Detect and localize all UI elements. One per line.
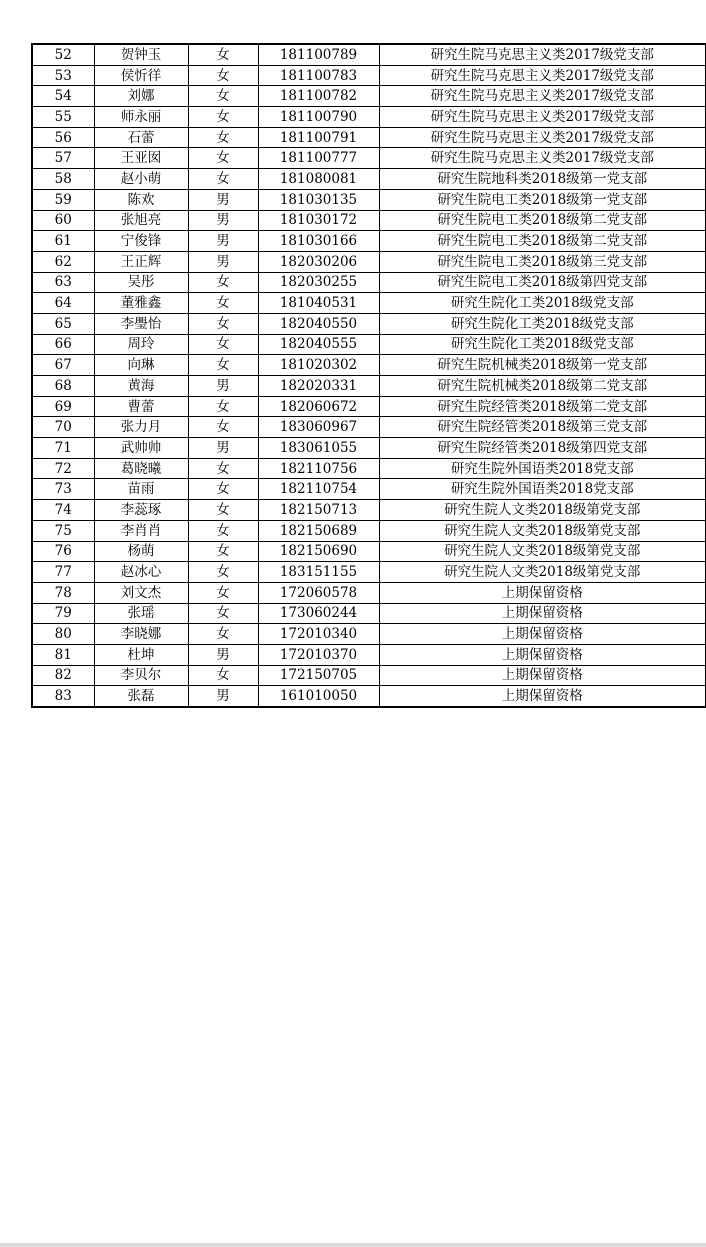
table-row	[32, 231, 706, 252]
student-id-cell: 183060967	[258, 417, 379, 438]
student-id-cell: 182030255	[258, 272, 379, 293]
row-number-cell: 59	[32, 189, 94, 210]
row-number-cell: 74	[32, 500, 94, 521]
table-row	[32, 417, 706, 438]
name-cell: 董雅鑫	[94, 293, 188, 314]
row-number-cell: 62	[32, 251, 94, 272]
student-id-cell: 182030206	[258, 251, 379, 272]
table-row	[32, 541, 706, 562]
gender-cell: 男	[188, 231, 258, 252]
table-row	[32, 644, 706, 665]
party-branch-cell: 研究生院化工类2018级党支部	[379, 313, 706, 334]
student-id-cell: 182110756	[258, 458, 379, 479]
party-branch-cell: 研究生院化工类2018级党支部	[379, 293, 706, 314]
gender-cell: 女	[188, 86, 258, 107]
student-id-cell: 172060578	[258, 582, 379, 603]
name-cell: 曹蕾	[94, 396, 188, 417]
party-branch-cell: 上期保留资格	[379, 582, 706, 603]
member-table	[31, 43, 706, 708]
name-cell: 宁俊锋	[94, 231, 188, 252]
name-cell: 周玲	[94, 334, 188, 355]
student-id-cell: 181100791	[258, 127, 379, 148]
name-cell: 贺钟玉	[94, 44, 188, 65]
gender-cell: 女	[188, 479, 258, 500]
gender-cell: 女	[188, 603, 258, 624]
table-row	[32, 458, 706, 479]
name-cell: 李璺怡	[94, 313, 188, 334]
gender-cell: 女	[188, 396, 258, 417]
gender-cell: 男	[188, 438, 258, 459]
row-number-cell: 57	[32, 148, 94, 169]
row-number-cell: 53	[32, 65, 94, 86]
party-branch-cell: 研究生院经管类2018级第二党支部	[379, 396, 706, 417]
name-cell: 杨萌	[94, 541, 188, 562]
gender-cell: 女	[188, 148, 258, 169]
student-id-cell: 173060244	[258, 603, 379, 624]
gender-cell: 女	[188, 44, 258, 65]
name-cell: 葛晓曦	[94, 458, 188, 479]
student-id-cell: 183061055	[258, 438, 379, 459]
gender-cell: 女	[188, 127, 258, 148]
table-row	[32, 313, 706, 334]
table-row	[32, 500, 706, 521]
table-row	[32, 438, 706, 459]
party-branch-cell: 研究生院人文类2018级第党支部	[379, 541, 706, 562]
row-number-cell: 80	[32, 624, 94, 645]
party-branch-cell: 研究生院地科类2018级第一党支部	[379, 169, 706, 190]
row-number-cell: 68	[32, 376, 94, 397]
student-id-cell: 182110754	[258, 479, 379, 500]
gender-cell: 女	[188, 624, 258, 645]
name-cell: 李蕊琢	[94, 500, 188, 521]
table-row	[32, 376, 706, 397]
name-cell: 张旭亮	[94, 210, 188, 231]
name-cell: 王正辉	[94, 251, 188, 272]
table-row	[32, 189, 706, 210]
student-id-cell: 181030135	[258, 189, 379, 210]
party-branch-cell: 研究生院马克思主义类2017级党支部	[379, 65, 706, 86]
gender-cell: 女	[188, 293, 258, 314]
party-branch-cell: 研究生院人文类2018级第党支部	[379, 520, 706, 541]
party-branch-cell: 上期保留资格	[379, 686, 706, 707]
student-id-cell: 182020331	[258, 376, 379, 397]
gender-cell: 女	[188, 458, 258, 479]
name-cell: 师永丽	[94, 107, 188, 128]
gender-cell: 女	[188, 562, 258, 583]
student-id-cell: 181080081	[258, 169, 379, 190]
table-row	[32, 665, 706, 686]
party-branch-cell: 研究生院马克思主义类2017级党支部	[379, 127, 706, 148]
party-branch-cell: 研究生院经管类2018级第三党支部	[379, 417, 706, 438]
table-row	[32, 86, 706, 107]
table-row	[32, 624, 706, 645]
table-row	[32, 582, 706, 603]
table-row	[32, 148, 706, 169]
gender-cell: 女	[188, 541, 258, 562]
name-cell: 石蕾	[94, 127, 188, 148]
row-number-cell: 65	[32, 313, 94, 334]
party-branch-cell: 研究生院电工类2018级第三党支部	[379, 251, 706, 272]
party-branch-cell: 上期保留资格	[379, 665, 706, 686]
gender-cell: 女	[188, 169, 258, 190]
table-row	[32, 396, 706, 417]
member-table-body	[32, 44, 706, 707]
gender-cell: 女	[188, 500, 258, 521]
party-branch-cell: 研究生院外国语类2018党支部	[379, 479, 706, 500]
table-row	[32, 603, 706, 624]
gender-cell: 男	[188, 644, 258, 665]
student-id-cell: 181100789	[258, 44, 379, 65]
row-number-cell: 75	[32, 520, 94, 541]
student-id-cell: 182150713	[258, 500, 379, 521]
row-number-cell: 81	[32, 644, 94, 665]
gender-cell: 女	[188, 313, 258, 334]
party-branch-cell: 研究生院机械类2018级第一党支部	[379, 355, 706, 376]
name-cell: 刘娜	[94, 86, 188, 107]
name-cell: 张瑶	[94, 603, 188, 624]
party-branch-cell: 研究生院马克思主义类2017级党支部	[379, 148, 706, 169]
party-branch-cell: 研究生院人文类2018级第党支部	[379, 562, 706, 583]
gender-cell: 男	[188, 189, 258, 210]
student-id-cell: 181030166	[258, 231, 379, 252]
row-number-cell: 63	[32, 272, 94, 293]
row-number-cell: 58	[32, 169, 94, 190]
gender-cell: 女	[188, 582, 258, 603]
name-cell: 黄海	[94, 376, 188, 397]
name-cell: 李晓娜	[94, 624, 188, 645]
student-id-cell: 183151155	[258, 562, 379, 583]
name-cell: 侯忻徉	[94, 65, 188, 86]
table-row	[32, 479, 706, 500]
row-number-cell: 52	[32, 44, 94, 65]
row-number-cell: 82	[32, 665, 94, 686]
row-number-cell: 78	[32, 582, 94, 603]
row-number-cell: 66	[32, 334, 94, 355]
gender-cell: 男	[188, 210, 258, 231]
student-id-cell: 182040555	[258, 334, 379, 355]
student-id-cell: 182040550	[258, 313, 379, 334]
name-cell: 杜坤	[94, 644, 188, 665]
table-row	[32, 107, 706, 128]
table-row	[32, 355, 706, 376]
table-row	[32, 334, 706, 355]
gender-cell: 女	[188, 417, 258, 438]
row-number-cell: 79	[32, 603, 94, 624]
student-id-cell: 161010050	[258, 686, 379, 707]
gender-cell: 女	[188, 107, 258, 128]
student-id-cell: 172010370	[258, 644, 379, 665]
name-cell: 赵冰心	[94, 562, 188, 583]
name-cell: 李贝尔	[94, 665, 188, 686]
party-branch-cell: 研究生院化工类2018级党支部	[379, 334, 706, 355]
row-number-cell: 64	[32, 293, 94, 314]
table-row	[32, 520, 706, 541]
table-row	[32, 293, 706, 314]
student-id-cell: 172150705	[258, 665, 379, 686]
row-number-cell: 76	[32, 541, 94, 562]
row-number-cell: 56	[32, 127, 94, 148]
name-cell: 武帅帅	[94, 438, 188, 459]
gender-cell: 男	[188, 251, 258, 272]
student-id-cell: 181030172	[258, 210, 379, 231]
student-id-cell: 182150690	[258, 541, 379, 562]
row-number-cell: 70	[32, 417, 94, 438]
table-row	[32, 686, 706, 707]
party-branch-cell: 研究生院电工类2018级第一党支部	[379, 189, 706, 210]
name-cell: 吴彤	[94, 272, 188, 293]
name-cell: 王亚囡	[94, 148, 188, 169]
student-id-cell: 182150689	[258, 520, 379, 541]
table-row	[32, 562, 706, 583]
gender-cell: 男	[188, 686, 258, 707]
table-row	[32, 210, 706, 231]
row-number-cell: 55	[32, 107, 94, 128]
gender-cell: 女	[188, 65, 258, 86]
student-id-cell: 181100790	[258, 107, 379, 128]
table-row	[32, 272, 706, 293]
name-cell: 向琳	[94, 355, 188, 376]
row-number-cell: 77	[32, 562, 94, 583]
student-id-cell: 181100783	[258, 65, 379, 86]
row-number-cell: 73	[32, 479, 94, 500]
row-number-cell: 72	[32, 458, 94, 479]
gender-cell: 女	[188, 272, 258, 293]
table-row	[32, 44, 706, 65]
row-number-cell: 71	[32, 438, 94, 459]
party-branch-cell: 研究生院电工类2018级第四党支部	[379, 272, 706, 293]
table-row	[32, 65, 706, 86]
name-cell: 张磊	[94, 686, 188, 707]
gender-cell: 女	[188, 355, 258, 376]
student-id-cell: 181100777	[258, 148, 379, 169]
name-cell: 赵小萌	[94, 169, 188, 190]
party-branch-cell: 研究生院马克思主义类2017级党支部	[379, 107, 706, 128]
row-number-cell: 61	[32, 231, 94, 252]
name-cell: 刘文杰	[94, 582, 188, 603]
row-number-cell: 60	[32, 210, 94, 231]
student-id-cell: 181040531	[258, 293, 379, 314]
student-id-cell: 181100782	[258, 86, 379, 107]
name-cell: 苗雨	[94, 479, 188, 500]
row-number-cell: 54	[32, 86, 94, 107]
page-bottom-edge	[0, 1243, 706, 1247]
party-branch-cell: 上期保留资格	[379, 603, 706, 624]
student-id-cell: 182060672	[258, 396, 379, 417]
party-branch-cell: 研究生院电工类2018级第二党支部	[379, 210, 706, 231]
name-cell: 陈欢	[94, 189, 188, 210]
row-number-cell: 69	[32, 396, 94, 417]
party-branch-cell: 研究生院电工类2018级第二党支部	[379, 231, 706, 252]
gender-cell: 女	[188, 520, 258, 541]
table-row	[32, 169, 706, 190]
party-branch-cell: 研究生院经管类2018级第四党支部	[379, 438, 706, 459]
row-number-cell: 67	[32, 355, 94, 376]
party-branch-cell: 上期保留资格	[379, 624, 706, 645]
party-branch-cell: 研究生院外国语类2018党支部	[379, 458, 706, 479]
row-number-cell: 83	[32, 686, 94, 707]
party-branch-cell: 研究生院马克思主义类2017级党支部	[379, 44, 706, 65]
gender-cell: 女	[188, 334, 258, 355]
party-branch-cell: 研究生院马克思主义类2017级党支部	[379, 86, 706, 107]
gender-cell: 男	[188, 376, 258, 397]
party-branch-cell: 研究生院机械类2018级第二党支部	[379, 376, 706, 397]
party-branch-cell: 研究生院人文类2018级第党支部	[379, 500, 706, 521]
table-row	[32, 127, 706, 148]
gender-cell: 女	[188, 665, 258, 686]
student-id-cell: 172010340	[258, 624, 379, 645]
party-branch-cell: 上期保留资格	[379, 644, 706, 665]
table-row	[32, 251, 706, 272]
student-id-cell: 181020302	[258, 355, 379, 376]
name-cell: 李肖肖	[94, 520, 188, 541]
name-cell: 张力月	[94, 417, 188, 438]
